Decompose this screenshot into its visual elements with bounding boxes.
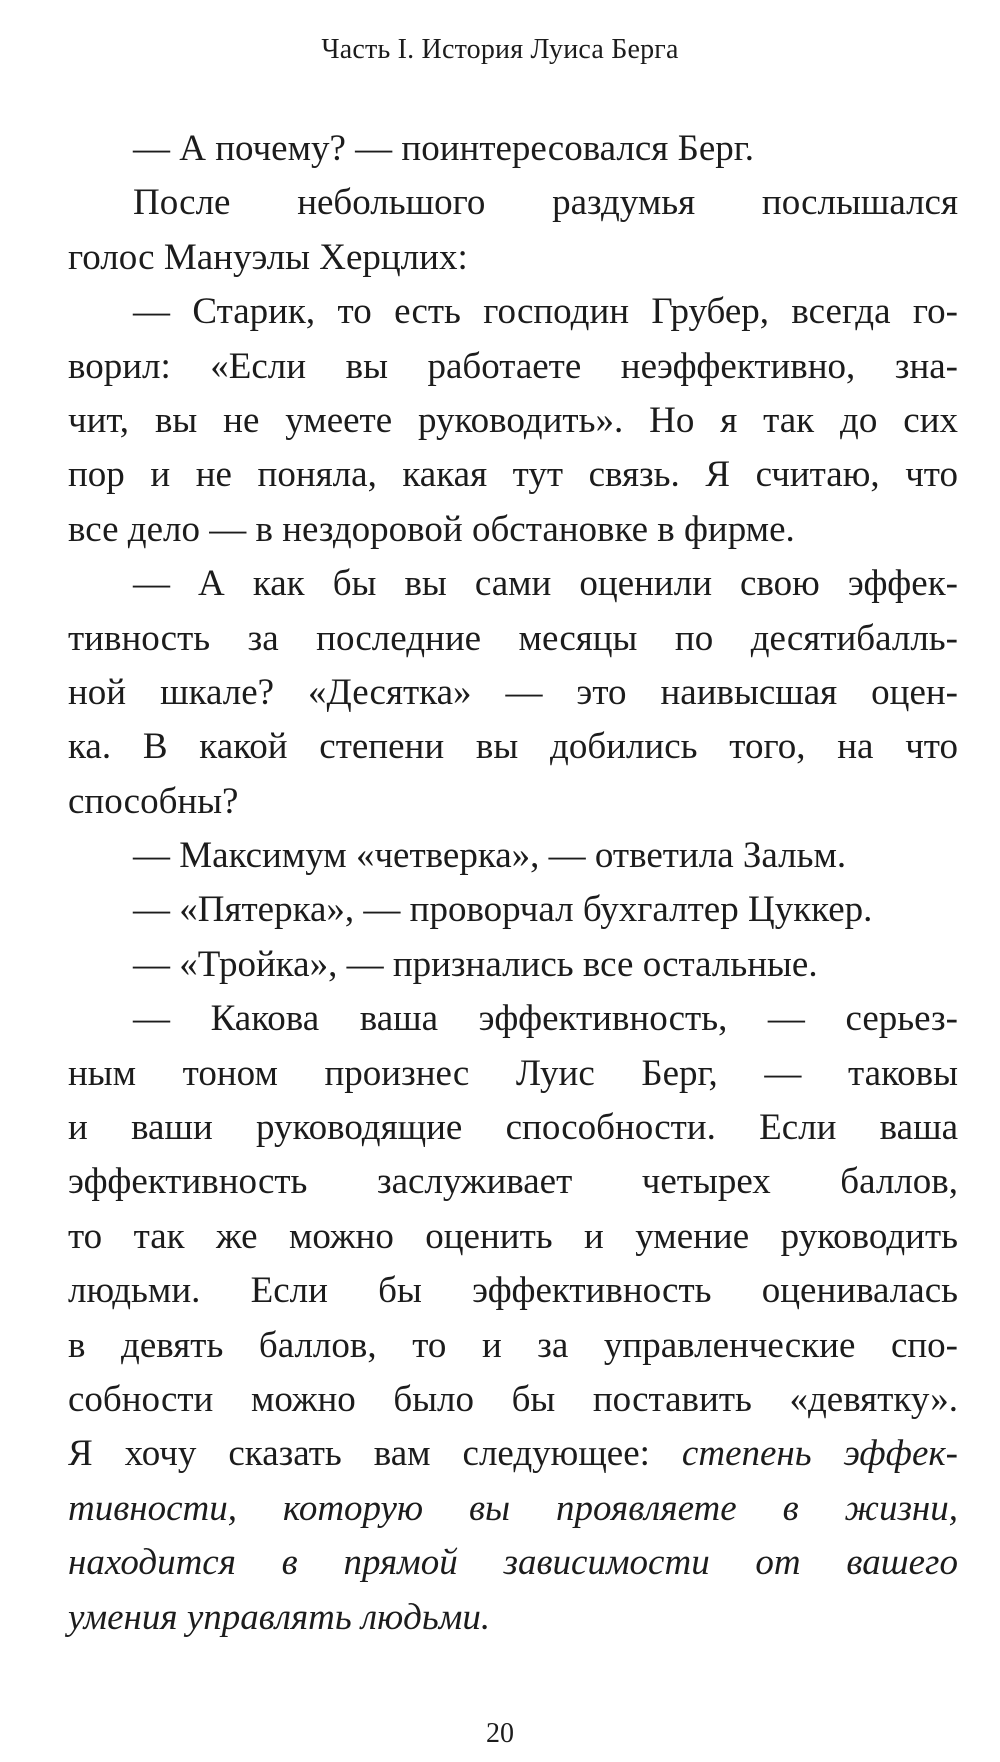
- page-number: 20: [486, 1718, 514, 1749]
- text-line: [68, 1591, 958, 1645]
- text-line: пор и не поняла, какая тут связь. Я считаю, что: [68, 454, 958, 496]
- text-line: способны?: [68, 780, 239, 822]
- emphasis-text: степень эффек-: [681, 1433, 958, 1475]
- text-line: в девять баллов, то и за управленческие спо-: [68, 1324, 958, 1366]
- text-line: эффективность заслуживает четырех баллов,: [68, 1161, 958, 1203]
- running-head: Часть I. История Луиса Берга: [321, 34, 679, 65]
- text-line: — Максимум «четверка», — ответила Зальм.: [133, 835, 847, 877]
- text-line: [68, 1482, 958, 1536]
- text-line: — А как бы вы сами оценили свою эффек-: [133, 563, 958, 605]
- text-line: ным тоном произнес Луис Берг, — таковы: [68, 1052, 958, 1094]
- body-text: [68, 122, 958, 1645]
- text-line: голос Мануэлы Херцлих:: [68, 236, 468, 278]
- text-line: то так же можно оценить и умение руководить: [68, 1215, 958, 1257]
- text-line: — Какова ваша эффективность, — серьез-: [133, 998, 958, 1040]
- text-line: людьми. Если бы эффективность оценивалась: [68, 1270, 958, 1312]
- emphasis-text: тивности, которую вы проявляете в жизни,: [68, 1487, 958, 1529]
- emphasis-text: умения управлять людьми.: [68, 1596, 491, 1638]
- text-line: и ваши руководящие способности. Если ваша: [68, 1107, 958, 1149]
- text-line: тивность за последние месяцы по десятибалль-: [68, 617, 958, 659]
- text-line: собности можно было бы поставить «девятку».: [68, 1378, 958, 1420]
- emphasis-text: находится в прямой зависимости от вашего: [68, 1542, 958, 1584]
- text-line: После небольшого раздумья послышался: [133, 182, 958, 224]
- text-line: — Старик, то есть господин Грубер, всегда го-: [133, 291, 958, 333]
- text-line: — А почему? — поинтересовался Берг.: [133, 128, 754, 169]
- text-line: ной шкале? «Десятка» — это наивысшая оцен-: [68, 671, 958, 713]
- text-line: Я хочу сказать вам следующее: степень эффек-: [68, 1433, 958, 1475]
- text-line: ка. В какой степени вы добились того, на что: [68, 726, 958, 768]
- text-line: ворил: «Если вы работаете неэффективно, зна-: [68, 345, 958, 387]
- text-line: — «Пятерка», — проворчал бухгалтер Цуккер.: [133, 889, 873, 931]
- text-line: все дело — в нездоровой обстановке в фирме.: [68, 508, 795, 550]
- text-line: [68, 1536, 958, 1590]
- text-line: чит, вы не умеете руководить». Но я так до сих: [68, 399, 958, 441]
- text-line: — «Тройка», — признались все остальные.: [133, 943, 818, 985]
